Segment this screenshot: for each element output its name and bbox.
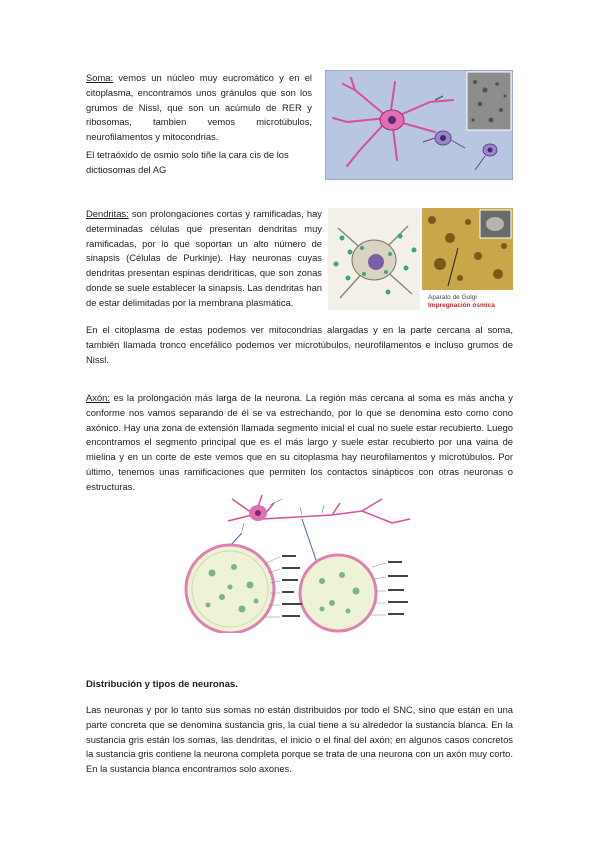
axon-heading: Axón:	[86, 392, 110, 403]
dendritas-paragraph	[86, 207, 322, 311]
osmic-caption: Impregnación ósmica	[428, 302, 495, 309]
soma-paragraph	[86, 71, 312, 145]
dendritas-continuation: En el citoplasma de estas podemos ver mitocondrias alargadas y en la parte cercana al soma, también llamada tronco encefálico podemos ver microtúbulos, neurofilamentos e incluso grumos de Nissl.	[86, 324, 513, 365]
soma-micrograph-figure	[325, 70, 513, 180]
soma-heading: Soma:	[86, 72, 114, 83]
axon-text: es la prolongación más larga de la neurona. La región más cercana al soma es más ancha y conforme nos vamos separando de él se va estrechando, por lo que se denomina esto como cono axónico. Hay una zona de extensión llamada segmento inicial el cual no suele estar recubierto. Luego encontramos el segmento principal que es el más largo y suele estar recubierto por una vaina de mielina y en un corte de este vemos que en su citoplasma hay neurofilamentos y microtúbulos. Por último, tenemos unas ramificaciones que permiten los contactos sinápticos con otras neuronas o estructuras.	[86, 392, 513, 492]
distribucion-paragraph: Las neuronas y por lo tanto sus somas no están distribuidos por todo el SNC, sino que están en una parte concreta que se denomina sustancia gris, la cual tiene a su alrededor la sustancia blanca. En la sustancia gris están los somas, las dendritas, el inicio o el final del axón; en algunos casos concretos la sustancia gris contiene la neurona completa porque se trata de una neurona con un axón muy corto. En la sustancia blanca encontramos solo axones.	[86, 704, 513, 775]
axon-diagram-figure	[182, 493, 420, 633]
distribucion-heading: Distribución y tipos de neuronas.	[86, 679, 238, 690]
dendritas-text: son prolongaciones cortas y ramificadas, hay determinadas células que presentan dendritas muy ramificadas, por lo que soportan un alto número de sinapsis (Células de Purkinje). Hay neuronas cuyas dendritas presentan espinas dendríticas, que son zonas donde se suele establecer la sinapsis. Las dendritas han de estar delimitadas por la membrana plasmática.	[86, 208, 322, 308]
dendritas-heading: Dendritas:	[86, 208, 129, 219]
soma-note: El tetraóxido de osmio solo tiñe la cara cis de los dictiosomas del AG	[86, 149, 289, 175]
axon-paragraph	[86, 391, 513, 495]
dendritas-figure	[328, 208, 513, 310]
soma-text: vemos un núcleo muy eucromático y en el citoplasma, encontramos unos gránulos que son los grumos de Nissl, que son un acúmulo de RER y ribosomas, tambien vemos microtúbulos, neurofilamentos y mitocondrias.	[86, 72, 312, 143]
golgi-caption: Aparato de Golgi	[428, 294, 477, 301]
